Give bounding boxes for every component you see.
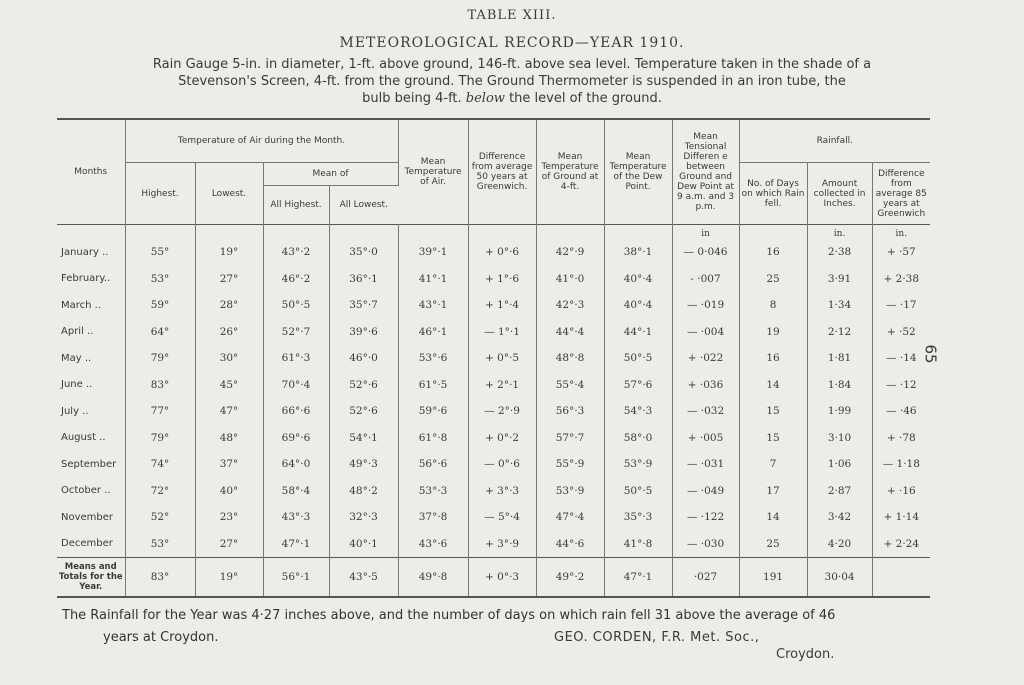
unit-amount: in. <box>807 225 872 240</box>
ground-temp-cell: 48°·8 <box>536 345 604 372</box>
units-blank <box>195 225 263 240</box>
signature: GEO. CORDEN, F.R. Met. Soc., <box>554 630 760 645</box>
unit-diff: in. <box>895 229 908 239</box>
all-lowest-cell: 48°·2 <box>329 478 398 505</box>
rain-days-cell: 15 <box>739 398 807 425</box>
diff-cell: — 1°·1 <box>468 319 536 346</box>
all-lowest-cell: 52°·6 <box>329 398 398 425</box>
rain-amount-cell: 1·99 <box>807 398 872 425</box>
all-lowest-cell: 40°·1 <box>329 531 398 558</box>
table-row <box>57 531 930 558</box>
month-cell: April .. <box>57 319 125 346</box>
header-mean-ground: Mean Temperature of Ground at 4-ft. <box>536 119 604 225</box>
dew-point-cell: 58°·0 <box>604 425 672 452</box>
rain-diff-cell: — ·17 <box>886 299 917 312</box>
units-blank <box>125 225 195 240</box>
month-cell: November <box>57 504 125 531</box>
footer-summary-cont: years at Croydon. <box>103 630 219 645</box>
rain-amount-cell: 2·87 <box>807 478 872 505</box>
dew-point-cell: 53°·9 <box>604 451 672 478</box>
rain-amount-cell: 4·20 <box>807 531 872 558</box>
rain-diff-cell: — ·46 <box>886 405 917 418</box>
lowest-cell: 19° <box>195 239 263 266</box>
highest-cell: 52° <box>125 504 195 531</box>
units-blank <box>329 225 398 240</box>
rain-days-cell: 25 <box>739 531 807 558</box>
units-row <box>57 225 930 240</box>
header-highest: Highest. <box>125 163 195 225</box>
totals-ground-temp-cell: 49°·2 <box>536 558 604 598</box>
rain-days-cell: 16 <box>739 239 807 266</box>
dew-point-cell: 40°·4 <box>604 266 672 293</box>
rain-amount-cell: 3·42 <box>807 504 872 531</box>
all-highest-cell: 69°·6 <box>263 425 329 452</box>
units-blank <box>398 225 468 240</box>
lowest-cell: 27° <box>195 266 263 293</box>
dew-point-cell: 54°·3 <box>604 398 672 425</box>
rain-amount-cell: 3·10 <box>807 425 872 452</box>
rain-diff-cell: — ·14 <box>886 352 917 365</box>
highest-cell: 79° <box>125 345 195 372</box>
all-lowest-cell: 39°·6 <box>329 319 398 346</box>
dew-point-cell: 44°·1 <box>604 319 672 346</box>
intro-line-3-b: the level of the ground. <box>509 91 662 106</box>
mean-temp-cell: 37°·8 <box>398 504 468 531</box>
diff-cell: + 0°·2 <box>468 425 536 452</box>
rain-diff-cell: + 2·24 <box>883 537 920 550</box>
rain-diff-cell: — ·12 <box>886 378 917 391</box>
intro-text <box>60 56 964 107</box>
mean-temp-cell: 61°·5 <box>398 372 468 399</box>
diff-cell: — 2°·9 <box>468 398 536 425</box>
header-lowest: Lowest. <box>195 163 263 225</box>
lowest-cell: 40° <box>195 478 263 505</box>
lowest-cell: 27° <box>195 531 263 558</box>
header-rainfall: Rainfall. <box>739 119 930 163</box>
rain-days-cell: 8 <box>739 292 807 319</box>
mean-temp-cell: 39°·1 <box>398 239 468 266</box>
all-lowest-cell: 35°·7 <box>329 292 398 319</box>
rain-diff-cell: + ·16 <box>886 484 916 497</box>
dew-point-cell: 38°·1 <box>604 239 672 266</box>
table-row <box>57 372 930 399</box>
highest-cell: 55° <box>125 239 195 266</box>
totals-highest-cell: 83° <box>125 558 195 598</box>
dew-point-cell: 35°·3 <box>604 504 672 531</box>
rain-amount-cell: 1·34 <box>807 292 872 319</box>
rain-days-cell: 14 <box>739 504 807 531</box>
header-temp-air: Temperature of Air during the Month. <box>125 119 398 163</box>
ground-temp-cell: 42°·9 <box>536 239 604 266</box>
header-rain-amount: Amount collected in Inches. <box>807 163 872 225</box>
page-number: 65 <box>921 344 940 364</box>
dew-point-cell: 41°·8 <box>604 531 672 558</box>
dew-point-cell: 50°·5 <box>604 345 672 372</box>
highest-cell: 83° <box>125 372 195 399</box>
header-mean-temp-air: Mean Temperature of Air. <box>398 119 468 225</box>
all-highest-cell: 46°·2 <box>263 266 329 293</box>
lowest-cell: 47° <box>195 398 263 425</box>
tensional-cell: - ·007 <box>672 266 739 293</box>
ground-temp-cell: 57°·7 <box>536 425 604 452</box>
mean-temp-cell: 43°·6 <box>398 531 468 558</box>
ground-temp-cell: 44°·4 <box>536 319 604 346</box>
header-all-highest: All Highest. <box>263 186 329 225</box>
intro-line-2: Stevenson's Screen, 4-ft. from the ground. The Ground Thermometer is suspended in an iron tube, the <box>178 74 846 89</box>
all-lowest-cell: 46°·0 <box>329 345 398 372</box>
month-cell: March .. <box>57 292 125 319</box>
header-rain-days: No. of Days on which Rain fell. <box>739 163 807 225</box>
signature-place: Croydon. <box>776 647 835 662</box>
all-lowest-cell: 49°·3 <box>329 451 398 478</box>
units-blank <box>536 225 604 240</box>
month-cell: June .. <box>57 372 125 399</box>
rain-days-cell: 17 <box>739 478 807 505</box>
ground-temp-cell: 47°·4 <box>536 504 604 531</box>
lowest-cell: 37° <box>195 451 263 478</box>
rain-amount-cell: 1·84 <box>807 372 872 399</box>
dew-point-cell: 50°·5 <box>604 478 672 505</box>
diff-cell: + 1°·4 <box>468 292 536 319</box>
totals-rain-amount-cell: 30·04 <box>807 558 872 598</box>
tensional-cell: — 0·046 <box>672 239 739 266</box>
ground-temp-cell: 55°·9 <box>536 451 604 478</box>
tensional-cell: — ·030 <box>672 531 739 558</box>
units-blank <box>263 225 329 240</box>
month-cell: May .. <box>57 345 125 372</box>
rain-diff-cell: + ·57 <box>886 246 916 259</box>
units-blank <box>468 225 536 240</box>
rain-days-cell: 19 <box>739 319 807 346</box>
totals-all-highest-cell: 56°·1 <box>263 558 329 598</box>
table-row <box>57 451 930 478</box>
units-blank <box>739 225 807 240</box>
all-lowest-cell: 36°·1 <box>329 266 398 293</box>
totals-lowest-cell: 19° <box>195 558 263 598</box>
month-cell: August .. <box>57 425 125 452</box>
rain-days-cell: 15 <box>739 425 807 452</box>
rain-diff-cell: + ·52 <box>886 325 916 338</box>
tensional-cell: + ·005 <box>672 425 739 452</box>
mean-temp-cell: 53°·3 <box>398 478 468 505</box>
diff-cell: — 5°·4 <box>468 504 536 531</box>
tensional-cell: — ·049 <box>672 478 739 505</box>
totals-tensional-cell: ·027 <box>672 558 739 598</box>
mean-temp-cell: 53°·6 <box>398 345 468 372</box>
table-row <box>57 345 930 372</box>
table-body <box>57 225 930 598</box>
header-mean-dew: Mean Temperature of the Dew Point. <box>604 119 672 225</box>
rain-days-cell: 14 <box>739 372 807 399</box>
unit-tensional: in <box>672 225 739 240</box>
header-rain-diff: Difference from average 85 years at Greenwich <box>875 168 927 219</box>
highest-cell: 74° <box>125 451 195 478</box>
rain-amount-cell: 1·06 <box>807 451 872 478</box>
rain-amount-cell: 1·81 <box>807 345 872 372</box>
ground-temp-cell: 56°·3 <box>536 398 604 425</box>
tensional-cell: + ·036 <box>672 372 739 399</box>
tensional-cell: — ·032 <box>672 398 739 425</box>
rain-amount-cell: 2·38 <box>807 239 872 266</box>
all-highest-cell: 66°·6 <box>263 398 329 425</box>
highest-cell: 53° <box>125 266 195 293</box>
units-blank <box>57 225 125 240</box>
header-all-lowest: All Lowest. <box>339 200 388 210</box>
totals-row <box>57 558 930 598</box>
all-highest-cell: 52°·7 <box>263 319 329 346</box>
all-lowest-cell: 54°·1 <box>329 425 398 452</box>
mean-temp-cell: 46°·1 <box>398 319 468 346</box>
totals-diff-cell: + 0°·3 <box>468 558 536 598</box>
rain-diff-cell: — 1·18 <box>882 458 920 471</box>
highest-cell: 64° <box>125 319 195 346</box>
intro-line-3-a: bulb being 4-ft. <box>362 91 462 106</box>
tensional-cell: + ·022 <box>672 345 739 372</box>
diff-cell: + 3°·9 <box>468 531 536 558</box>
all-lowest-cell: 35°·0 <box>329 239 398 266</box>
mean-temp-cell: 43°·1 <box>398 292 468 319</box>
table-row <box>57 266 930 293</box>
totals-month-cell: Means and Totals for the Year. <box>57 558 125 598</box>
totals-all-lowest-cell: 43°·5 <box>329 558 398 598</box>
table-row <box>57 504 930 531</box>
lowest-cell: 28° <box>195 292 263 319</box>
totals-mean-temp-cell: 49°·8 <box>398 558 468 598</box>
all-lowest-cell: 32°·3 <box>329 504 398 531</box>
totals-rain-days-cell: 191 <box>739 558 807 598</box>
header-mean-of: Mean of <box>263 163 398 186</box>
ground-temp-cell: 53°·9 <box>536 478 604 505</box>
rain-amount-cell: 3·91 <box>807 266 872 293</box>
dew-point-cell: 40°·4 <box>604 292 672 319</box>
all-highest-cell: 47°·1 <box>263 531 329 558</box>
all-highest-cell: 70°·4 <box>263 372 329 399</box>
diff-cell: + 3°·3 <box>468 478 536 505</box>
tensional-cell: — ·122 <box>672 504 739 531</box>
table-row <box>57 425 930 452</box>
tensional-cell: — ·004 <box>672 319 739 346</box>
lowest-cell: 23° <box>195 504 263 531</box>
totals-dew-point-cell: 47°·1 <box>604 558 672 598</box>
header-months: Months <box>57 119 125 225</box>
ground-temp-cell: 44°·6 <box>536 531 604 558</box>
diff-cell: + 0°·6 <box>468 239 536 266</box>
table-title: TABLE XIII. <box>467 8 557 23</box>
ground-temp-cell: 41°·0 <box>536 266 604 293</box>
record-heading: METEOROLOGICAL RECORD—YEAR 1910. <box>339 35 685 51</box>
units-blank <box>604 225 672 240</box>
highest-cell: 77° <box>125 398 195 425</box>
highest-cell: 53° <box>125 531 195 558</box>
highest-cell: 59° <box>125 292 195 319</box>
intro-line-3 <box>60 90 964 107</box>
rain-diff-cell: + 2·38 <box>883 272 920 285</box>
rain-days-cell: 16 <box>739 345 807 372</box>
tensional-cell: — ·019 <box>672 292 739 319</box>
table-row <box>57 319 930 346</box>
mean-temp-cell: 61°·8 <box>398 425 468 452</box>
diff-cell: + 0°·5 <box>468 345 536 372</box>
all-highest-cell: 43°·3 <box>263 504 329 531</box>
header-diff-greenwich: Difference from average 50 years at Greenwich. <box>468 119 536 225</box>
header-tensional: Mean Tensional Differen e between Ground and Dew Point at 9 a.m. and 3 p.m. <box>672 119 739 225</box>
highest-cell: 72° <box>125 478 195 505</box>
month-cell: September <box>57 451 125 478</box>
mean-temp-cell: 59°·6 <box>398 398 468 425</box>
rain-amount-cell: 2·12 <box>807 319 872 346</box>
month-cell: July .. <box>57 398 125 425</box>
diff-cell: + 1°·6 <box>468 266 536 293</box>
lowest-cell: 30° <box>195 345 263 372</box>
rain-diff-cell: + ·78 <box>886 431 916 444</box>
diff-cell: — 0°·6 <box>468 451 536 478</box>
month-cell: February.. <box>57 266 125 293</box>
lowest-cell: 45° <box>195 372 263 399</box>
meteorological-table <box>57 118 930 598</box>
rain-days-cell: 25 <box>739 266 807 293</box>
all-highest-cell: 61°·3 <box>263 345 329 372</box>
lowest-cell: 26° <box>195 319 263 346</box>
intro-line-1: Rain Gauge 5-in. in diameter, 1-ft. above ground, 146-ft. above sea level. Temperature taken in the shade of a <box>152 57 872 72</box>
table-row <box>57 239 930 266</box>
footer-summary: The Rainfall for the Year was 4·27 inches above, and the number of days on which rain fell 31 above the average of 46 <box>62 608 836 623</box>
ground-temp-cell: 55°·4 <box>536 372 604 399</box>
month-cell: December <box>57 531 125 558</box>
highest-cell: 79° <box>125 425 195 452</box>
tensional-cell: — ·031 <box>672 451 739 478</box>
dew-point-cell: 57°·6 <box>604 372 672 399</box>
all-lowest-cell: 52°·6 <box>329 372 398 399</box>
rain-days-cell: 7 <box>739 451 807 478</box>
table-row <box>57 478 930 505</box>
mean-temp-cell: 41°·1 <box>398 266 468 293</box>
mean-temp-cell: 56°·6 <box>398 451 468 478</box>
ground-temp-cell: 42°·3 <box>536 292 604 319</box>
lowest-cell: 48° <box>195 425 263 452</box>
totals-rain-diff-cell <box>872 558 930 598</box>
table-row <box>57 292 930 319</box>
all-highest-cell: 50°·5 <box>263 292 329 319</box>
month-cell: October .. <box>57 478 125 505</box>
all-highest-cell: 43°·2 <box>263 239 329 266</box>
rain-diff-cell: + 1·14 <box>883 511 920 524</box>
diff-cell: + 2°·1 <box>468 372 536 399</box>
intro-line-3-em: below <box>465 91 505 106</box>
month-cell: January .. <box>57 239 125 266</box>
table-row <box>57 398 930 425</box>
all-highest-cell: 58°·4 <box>263 478 329 505</box>
all-highest-cell: 64°·0 <box>263 451 329 478</box>
